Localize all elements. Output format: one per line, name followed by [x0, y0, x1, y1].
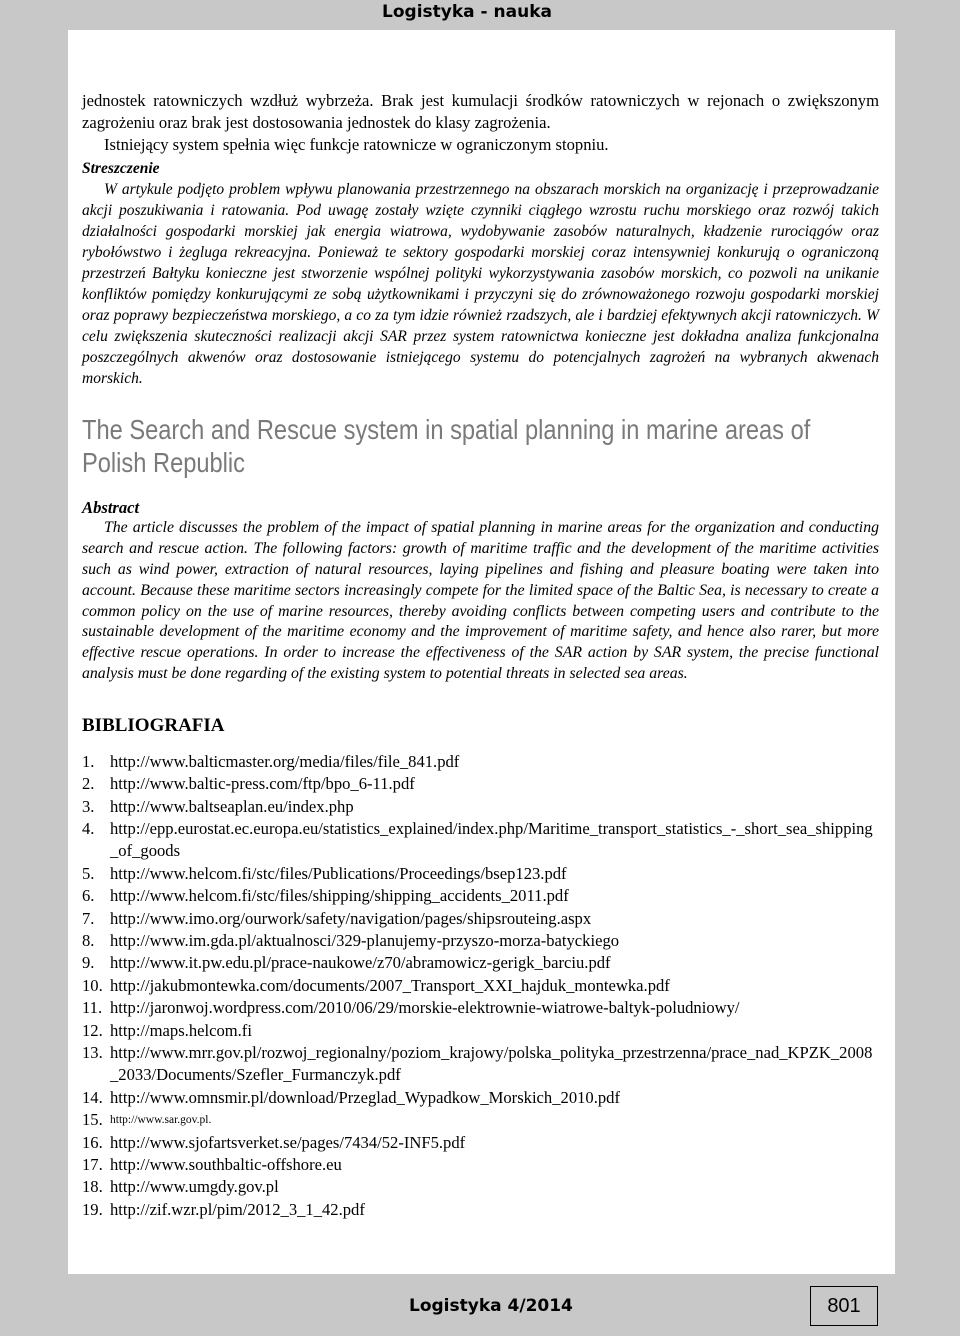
bibliography-item-number: 16.	[82, 1132, 103, 1152]
bibliography-item-number: 7.	[82, 908, 95, 928]
bibliography-item-link[interactable]: http://www.imo.org/ourwork/safety/navigation/pages/shipsrouteing.aspx	[110, 908, 592, 928]
running-header: Logistyka - nauka	[382, 2, 552, 22]
bibliography-item	[82, 818, 879, 863]
intro-conclusion: Istniejący system spełnia więc funkcje ratownicze w ograniczonym stopniu.	[104, 134, 609, 154]
bibliography-item	[82, 1042, 879, 1087]
bibliography-item	[82, 930, 879, 952]
streszczenie-heading: Streszczenie	[82, 160, 160, 178]
bibliography-list	[82, 751, 879, 1222]
bibliography-item-number: 19.	[82, 1199, 103, 1219]
bibliography-item	[82, 1176, 879, 1198]
footer-journal: Logistyka 4/2014	[409, 1296, 573, 1316]
bibliography-item-number: 1.	[82, 751, 95, 771]
bibliography-item	[82, 1199, 879, 1221]
bibliography-item-link[interactable]: http://www.baltseaplan.eu/index.php	[110, 796, 354, 816]
bibliography-item	[82, 863, 879, 885]
bibliography-item-number: 9.	[82, 953, 95, 973]
bibliography-item-number: 8.	[82, 931, 95, 951]
bibliography-item	[82, 1154, 879, 1176]
streszczenie-text: W artykule podjęto problem wpływu planowania przestrzennego na obszarach morskich na organizację i przeprowadzanie akcji poszukiwania i ratowania. Pod uwagę zostały wzięte czynniki ciągłego wzrostu ruchu morskiego oraz rozwój takich działalności gospodarki morskiej jak energia wiatrowa, wydobywanie zasobów naturalnych, kładzenie rurociągów oraz rybołówstwo i żegluga rekreacyjna. Ponieważ te sektory gospodarki morskiej coraz intensywniej konkurują o ograniczoną przestrzeń Bałtyku konieczne jest stworzenie wspólnej polityki wykorzystywania zasobów morskich, co pozwoli na unikanie konfliktów pomiędzy konkurującymi ze sobą użytkownikami i przyczyni się do zrównoważonego rozwoju gospodarki morskiej oraz poprawy bezpieczeństwa morskiego, a co za tym idzie również rzadszych, ale i bardziej efektywnych akcji ratowniczych. W celu zwiększenia skuteczności realizacji akcji SAR przez system ratownictwa konieczne jest dokładna analiza funkcjonalna poszczególnych akwenów oraz dostosowanie istniejącego systemu do potencjalnych zagrożeń na wybranych akwenach morskich.	[82, 181, 879, 388]
bibliography-item	[82, 796, 879, 818]
bibliography-item	[82, 908, 879, 930]
bibliography-item-number: 12.	[82, 1020, 103, 1040]
bibliography-item	[82, 1020, 879, 1042]
bibliography-item-number: 5.	[82, 863, 95, 883]
bibliography-item-link[interactable]: http://jaronwoj.wordpress.com/2010/06/29/morskie-elektrownie-wiatrowe-baltyk-poludniowy/	[110, 998, 740, 1018]
bibliography-item	[82, 885, 879, 907]
bibliography-item-link[interactable]: http://maps.helcom.fi	[110, 1020, 252, 1040]
bibliography-item-link[interactable]: http://www.umgdy.gov.pl	[110, 1177, 279, 1197]
bibliography-heading: BIBLIOGRAFIA	[82, 714, 225, 736]
bibliography-item-link[interactable]: http://www.sar.gov.pl.	[110, 1114, 212, 1127]
bibliography-item-number: 18.	[82, 1177, 103, 1197]
bibliography-item-link[interactable]: http://www.sjofartsverket.se/pages/7434/52-INF5.pdf	[110, 1132, 466, 1152]
abstract-section	[82, 497, 879, 684]
bibliography-item-number: 10.	[82, 975, 103, 995]
bibliography-item-link[interactable]: http://www.southbaltic-offshore.eu	[110, 1155, 342, 1175]
bibliography-item	[82, 1132, 879, 1154]
bibliography-item-number: 11.	[82, 998, 103, 1018]
bibliography-item-number: 15.	[82, 1110, 103, 1130]
page-content	[82, 90, 879, 1221]
page-number: 801	[827, 1294, 861, 1317]
page-number-box	[810, 1286, 878, 1326]
bibliography-item	[82, 1109, 879, 1131]
bibliography-item-link[interactable]: http://www.helcom.fi/stc/files/shipping/shipping_accidents_2011.pdf	[110, 886, 569, 906]
bibliography-item-link[interactable]: http://www.helcom.fi/stc/files/Publications/Proceedings/bsep123.pdf	[110, 863, 567, 883]
bibliography-item-link[interactable]: http://zif.wzr.pl/pim/2012_3_1_42.pdf	[110, 1199, 365, 1219]
bibliography-item-number: 3.	[82, 796, 95, 816]
bibliography-item-number: 17.	[82, 1155, 103, 1175]
bibliography-item	[82, 952, 879, 974]
bibliography-item-number: 6.	[82, 886, 95, 906]
bibliography-item-number: 4.	[82, 818, 95, 838]
bibliography-item	[82, 751, 879, 773]
bibliography-item-link[interactable]: http://www.it.pw.edu.pl/prace-naukowe/z70/abramowicz-gerigk_barciu.pdf	[110, 953, 611, 973]
bibliography-item-link[interactable]: http://www.balticmaster.org/media/files/file_841.pdf	[110, 751, 460, 771]
streszczenie-section	[82, 158, 879, 389]
abstract-text: The article discusses the problem of the impact of spatial planning in marine areas for the organization and conducting search and rescue action. The following factors: growth of maritime traffic and the development of the maritime activities such as wind power, extraction of natural resources, laying pipelines and fishing and pleasure boating were taken into account. Because these maritime sectors increasingly compete for the limited space of the Baltic Sea, is necessary to create a common policy on the use of marine resources, thereby avoiding conflicts between competing users and contribute to the sustainable development of the maritime economy and the improvement of maritime safety, and hence also rarer, but more effective rescue operations. In order to increase the effectiveness of the SAR action by SAR system, the precise functional analysis must be done regarding of the existing system to potential threats in selected sea areas.	[82, 519, 879, 682]
intro-paragraph: jednostek ratowniczych wzdłuż wybrzeża. Brak jest kumulacji środków ratowniczych w rejonach o zwiększonym zagrożeniu oraz brak jest dostosowania jednostek do klasy zagrożenia.	[82, 91, 879, 132]
bibliography-item-link[interactable]: http://epp.eurostat.ec.europa.eu/statistics_explained/index.php/Maritime_transport_statistics_-_short_sea_shipping_of_goods	[110, 818, 873, 861]
bibliography-item-link[interactable]: http://www.im.gda.pl/aktualnosci/329-planujemy-przyszo-morza-batyckiego	[110, 931, 620, 951]
bibliography-item	[82, 773, 879, 795]
bibliography-item-number: 14.	[82, 1087, 103, 1107]
bibliography-item-number: 13.	[82, 1043, 103, 1063]
bibliography-item-link[interactable]: http://www.omnsmir.pl/download/Przeglad_Wypadkow_Morskich_2010.pdf	[110, 1087, 620, 1107]
bibliography-item-link[interactable]: http://www.mrr.gov.pl/rozwoj_regionalny/poziom_krajowy/polska_polityka_przestrzenna/prace_nad_KPZK_2008_2033/Documents/Szefler_Furmanczyk.pdf	[110, 1043, 873, 1085]
bibliography-item-link[interactable]: http://jakubmontewka.com/documents/2007_Transport_XXI_hajduk_montewka.pdf	[110, 975, 670, 995]
bibliography-item	[82, 997, 879, 1019]
abstract-heading: Abstract	[82, 498, 140, 518]
bibliography-item	[82, 1087, 879, 1109]
bibliography-item-number: 2.	[82, 774, 95, 794]
bibliography-item	[82, 975, 879, 997]
bibliography-item-link[interactable]: http://www.baltic-press.com/ftp/bpo_6-11.pdf	[110, 774, 415, 794]
english-title: The Search and Rescue system in spatial planning in marine areas of Polish Republic	[82, 414, 811, 479]
page-sheet	[68, 30, 895, 1274]
